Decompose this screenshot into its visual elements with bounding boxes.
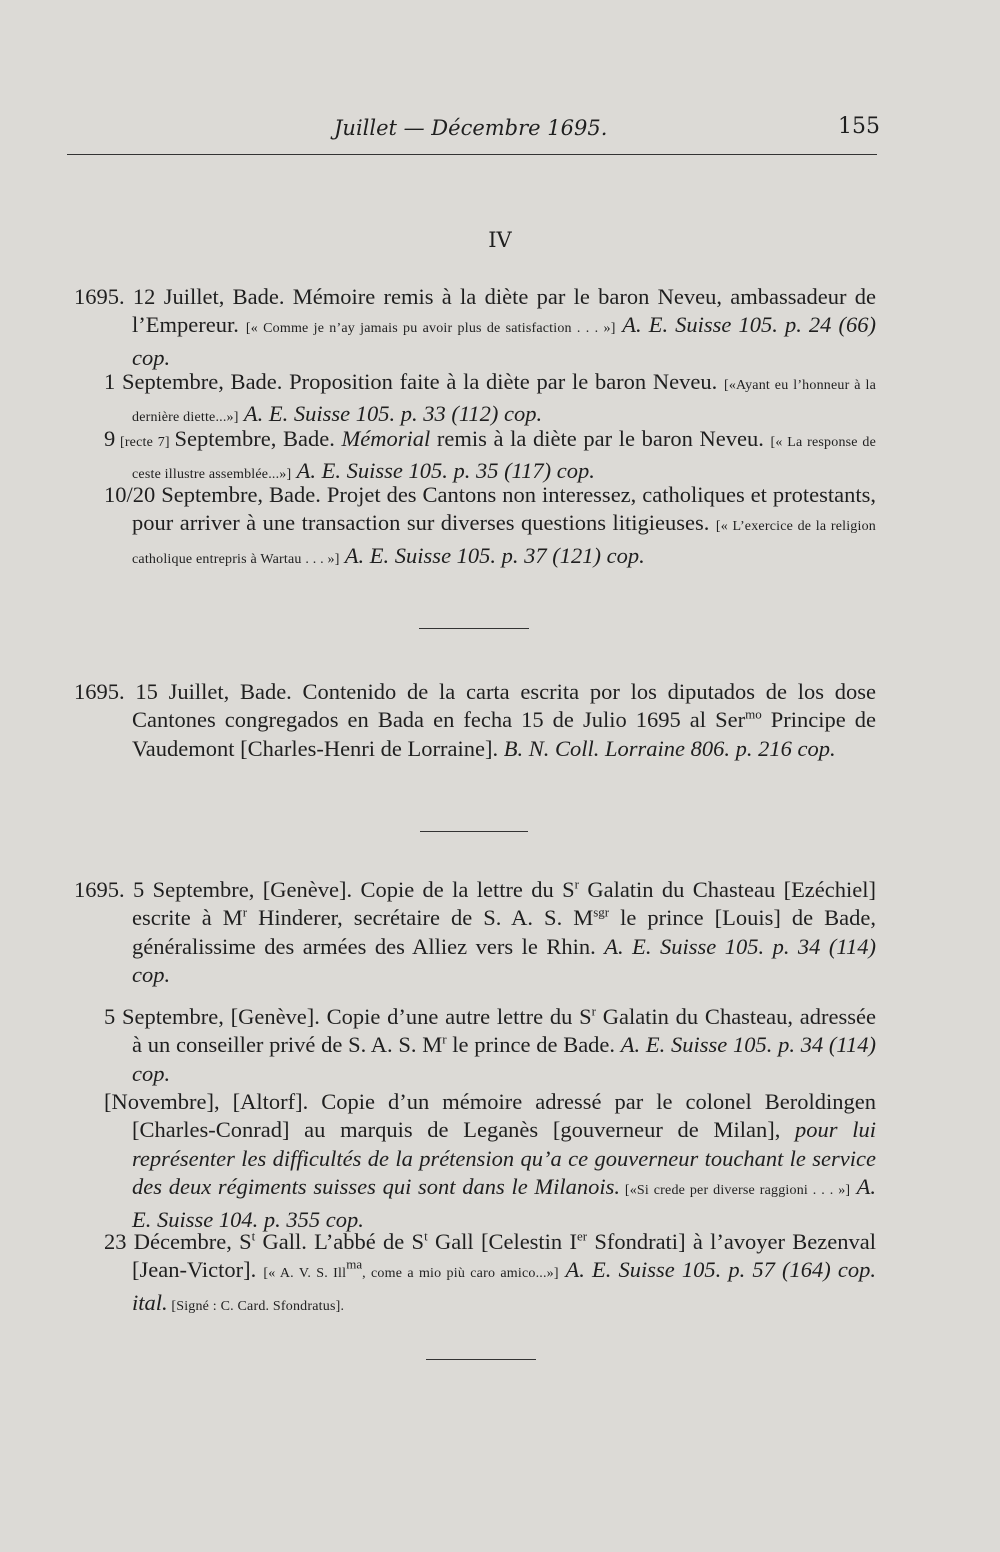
separator-rule bbox=[420, 831, 528, 832]
entry-signature: [Signé : C. Card. Sfondratus]. bbox=[167, 1298, 345, 1314]
entry-superscript: t bbox=[251, 1228, 256, 1244]
entry-superscript: r bbox=[574, 876, 579, 892]
entry-superscript: t bbox=[424, 1228, 428, 1244]
entry-incipit: [« A. V. S. Ill bbox=[263, 1266, 347, 1282]
entry-text: Copie d’un mémoire adressé par le colonel Beroldingen [Charles-Conrad] au marquis de Leganès [gouverneur de Milan], bbox=[132, 1089, 876, 1143]
entry-reference: A. E. Suisse 105. p. 34 (114) cop. bbox=[132, 933, 876, 988]
page-number: 155 bbox=[838, 114, 880, 139]
separator-rule bbox=[426, 1359, 536, 1360]
entry-lead: Gall. bbox=[255, 1229, 307, 1254]
entry-superscript: mo bbox=[745, 706, 762, 722]
entry-text: Hinderer, secrétaire de S. A. S. M bbox=[247, 905, 594, 931]
entry-text: Gall [Celestin I bbox=[427, 1229, 577, 1254]
entry-reference: B. N. Coll. Lorraine 806. p. 216 cop. bbox=[503, 735, 836, 761]
entry bbox=[104, 1003, 876, 1088]
entry-reference: A. E. Suisse 104. p. 355 cop. bbox=[132, 1174, 876, 1232]
entry-superscript: ma bbox=[346, 1256, 363, 1272]
entry-lead: 9 bbox=[104, 426, 116, 451]
entry-italic-text: pour lui représenter les difficultés de la prétension qu’a ce gouverneur touchant le service des deux régiments suisses qui sont dans le Milanois. bbox=[132, 1117, 876, 1200]
entry-text: Galatin du Chasteau [Ezéchiel] escrite à M bbox=[132, 877, 877, 931]
separator-rule bbox=[419, 628, 529, 629]
entry bbox=[104, 1088, 876, 1234]
entry-lead: 1 Septembre, Bade. bbox=[104, 369, 283, 394]
entry-lead: [Novembre], [Altorf]. bbox=[104, 1089, 309, 1114]
section-numeral: IV bbox=[488, 228, 512, 252]
entry-superscript: er bbox=[576, 1228, 588, 1244]
entry-text: Proposition faite à la diète par le baron Neveu. bbox=[282, 369, 724, 394]
entry-incipit: , come a mio più caro amico...»] bbox=[362, 1266, 559, 1282]
entry-text: Copie d’une autre lettre du S bbox=[319, 1004, 592, 1029]
entry-reference: A. E. Suisse 105. p. 34 (114) cop. bbox=[132, 1032, 876, 1086]
entry-reference: A. E. Suisse 105. p. 33 (112) cop. bbox=[238, 401, 543, 427]
entry bbox=[104, 1228, 876, 1321]
entry-text: Mémoire remis à la diète par le baron Neveu, ambassadeur de l’Empereur. bbox=[132, 284, 876, 338]
entry-incipit: [« L’exercice de la religion catholique entrepris à Wartau . . . »] bbox=[132, 519, 876, 567]
entry bbox=[74, 678, 876, 763]
entry-lead: 5 Septembre, [Genève]. bbox=[104, 1004, 320, 1029]
running-head-title: Juillet — Décembre 1695. bbox=[334, 116, 608, 140]
entry-reference: A. E. Suisse 105. p. 37 (121) cop. bbox=[339, 542, 645, 568]
entry-text: Projet des Cantons non interessez, catholiques et protestants, pour arriver à une transaction sur diverses questions litigieuses. bbox=[132, 482, 876, 536]
entry-incipit: [«Ayant eu l’honneur à la dernière diette...»] bbox=[132, 378, 876, 426]
entry-reference: A. E. Suisse 105. p. 35 (117) cop. bbox=[291, 458, 595, 484]
entry-superscript: sgr bbox=[593, 904, 610, 920]
entry-superscript: r bbox=[242, 904, 248, 920]
entry-incipit: [« La response de ceste illustre assemblée...»] bbox=[132, 435, 877, 483]
entry-text: Septembre, Bade. bbox=[174, 426, 342, 451]
entry-italic-word: Mémorial bbox=[341, 426, 431, 451]
entry-reference: A. E. Suisse 105. p. 57 (164) cop. ital. bbox=[132, 1257, 877, 1315]
entry-incipit: [« Comme je n’ay jamais pu avoir plus de satisfaction . . . »] bbox=[245, 321, 616, 337]
entry-text: Principe de Vaudemont [Charles-Henri de Lorraine]. bbox=[132, 707, 877, 761]
entry-text: Copie de la lettre du S bbox=[352, 877, 575, 902]
entry bbox=[104, 481, 876, 574]
entry-lead: 1695. 12 Juillet, Bade. bbox=[74, 284, 285, 309]
entry-text: le prince [Louis] de Bade, généralissime des armées des Alliez vers le Rhin. bbox=[132, 905, 876, 959]
entry bbox=[104, 368, 876, 433]
entry-lead: 10/20 Septembre, Bade. bbox=[104, 482, 321, 507]
entry-note: [recte 7] bbox=[115, 435, 175, 450]
entry-text: Contenido de la carta escrita por los diputados de los dose Cantones congregados en Bada en fecha 15 de Julio 1695 al Ser bbox=[132, 679, 876, 733]
entry-reference: A. E. Suisse 105. p. 24 (66) cop. bbox=[132, 312, 876, 370]
entry-superscript: r bbox=[591, 1003, 596, 1019]
entry-lead: 23 Décembre, S bbox=[104, 1229, 252, 1254]
running-head bbox=[0, 112, 1000, 148]
entry bbox=[74, 876, 876, 990]
entry-incipit: [«Si crede per diverse raggioni . . . »] bbox=[620, 1183, 851, 1199]
entry-superscript: r bbox=[442, 1031, 447, 1047]
entry bbox=[74, 283, 876, 372]
entry-lead: 1695. 15 Juillet, Bade. bbox=[74, 679, 292, 704]
entry-text: remis à la diète par le baron Neveu. bbox=[430, 426, 771, 451]
entry-text: le prince de Bade. bbox=[446, 1032, 621, 1058]
entry-text: Sfondrati] à l’avoyer Bezenval [Jean-Victor]. bbox=[132, 1229, 876, 1283]
header-rule bbox=[67, 154, 877, 155]
entry-text: Galatin du Chasteau, adressée à un conseiller privé de S. A. S. M bbox=[132, 1004, 876, 1058]
entry-lead: 1695. 5 Septembre, [Genève]. bbox=[74, 877, 353, 902]
entry-text: L’abbé de S bbox=[306, 1229, 425, 1254]
